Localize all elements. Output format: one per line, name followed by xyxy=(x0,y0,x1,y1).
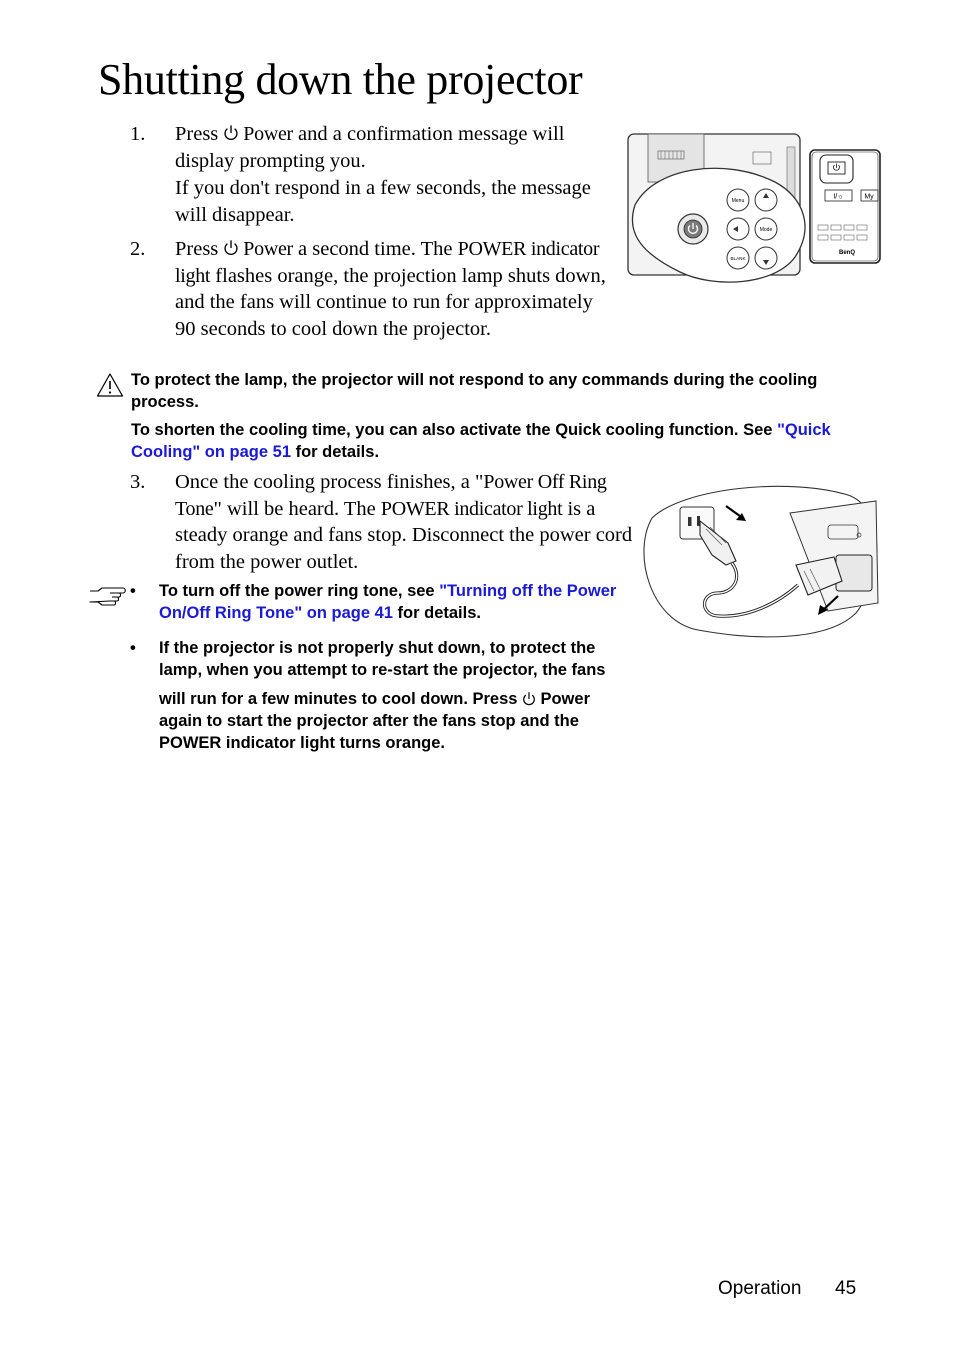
step-2-text xyxy=(175,236,607,342)
menu-key-label: Menu xyxy=(731,198,745,204)
step-2-mid: a second time. The xyxy=(298,238,453,260)
power-button-label: Power xyxy=(243,238,293,260)
tip-1-bullet: • xyxy=(130,582,136,600)
projector-remote-illustration xyxy=(625,127,883,285)
power-socket-icon xyxy=(836,555,872,591)
step-1-text xyxy=(175,121,605,174)
power-button-label: Power xyxy=(540,690,590,708)
ring-tone-link[interactable]: "Turning off the Power On/Off Ring Tone" on page 41 xyxy=(159,582,617,622)
remote-key-label: I/☼ xyxy=(833,193,844,201)
tip-1-prefix: To turn off the power ring tone, see xyxy=(159,582,435,600)
tip-2-text-b xyxy=(159,688,637,754)
page-number: 45 xyxy=(835,1278,857,1299)
tip-2-suffix: again to start the projector after the fans stop and the POWER indicator light turns orange. xyxy=(159,712,579,752)
power-icon xyxy=(222,239,240,257)
pointing-hand-icon xyxy=(88,585,128,607)
step-2-number: 2. xyxy=(130,238,146,260)
step-3-text xyxy=(175,469,633,575)
mode-key-label: Mode xyxy=(759,227,773,233)
step-1-rest: and a confirmation message will display prompting you. xyxy=(175,123,565,172)
caution-text-1: To protect the lamp, the projector will not respond to any commands during the cooling process. xyxy=(131,371,818,411)
tip-2-prefix: will run for a few minutes to cool down. Press xyxy=(159,690,518,708)
remote-partial-label: My xyxy=(864,193,874,201)
tip-2-text-a: If the projector is not properly shut down, to protect the lamp, when you attempt to re-start the projector, the fans xyxy=(159,639,606,679)
footer-section: Operation xyxy=(718,1278,802,1299)
tip-2-bullet: • xyxy=(130,639,136,657)
power-indicator-term: POWER indicator light xyxy=(175,238,600,287)
step-3-prefix: Once the cooling process finishes, a " xyxy=(175,471,484,493)
tip-1-text xyxy=(159,580,634,624)
caution-text-2-prefix: To shorten the cooling time, you can also activate the Quick cooling function. See xyxy=(131,421,773,439)
step-1-extra: If you don't respond in a few seconds, the message will disappear. xyxy=(175,177,591,226)
power-off-ring-tone-term: Power Off Ring Tone xyxy=(175,471,607,520)
power-cord-illustration xyxy=(638,483,884,639)
power-icon xyxy=(521,691,537,707)
power-indicator-term: POWER indicator light xyxy=(380,497,563,520)
blank-key-label: BLANK xyxy=(730,256,746,261)
step-2-rest: flashes orange, the projection lamp shuts down, and the fans will continue to run for approximately 90 seconds to cool down the projector. xyxy=(175,264,606,340)
power-button-label: Power xyxy=(243,123,293,145)
power-icon xyxy=(222,124,240,142)
step-1-number: 1. xyxy=(130,123,146,145)
caution-text-2 xyxy=(131,419,861,463)
step-1-press: Press xyxy=(175,123,219,145)
step-3-number: 3. xyxy=(130,471,146,493)
caution-text-2-suffix: for details. xyxy=(295,443,380,461)
step-2-press: Press xyxy=(175,238,219,260)
page-title: Shutting down the projector xyxy=(98,55,583,104)
quick-cooling-link[interactable]: "Quick Cooling" on page 51 xyxy=(131,421,831,461)
outlet-slot-icon xyxy=(688,517,692,526)
tip-1-suffix: for details. xyxy=(397,604,481,622)
step-3-rest: is a steady orange and fans stop. Disconnect the power cord from the power outlet. xyxy=(175,497,633,573)
step-3-mid: " will be heard. The xyxy=(213,497,376,520)
remote-brand-logo: BenQ xyxy=(838,250,856,256)
caution-icon xyxy=(96,372,124,398)
